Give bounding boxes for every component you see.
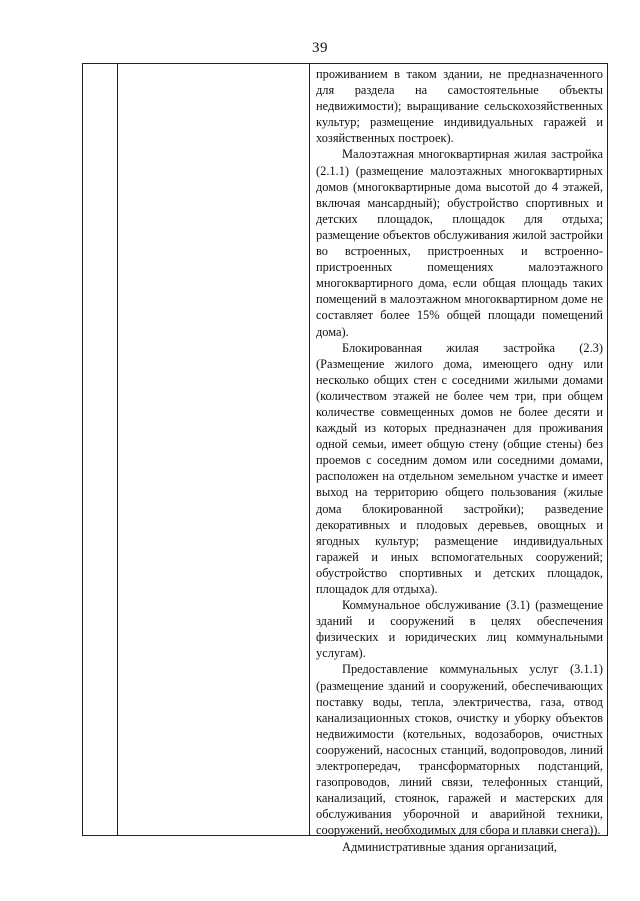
- paragraph-provision-utility-services: Предоставление коммунальных услуг (3.1.1) (размещение зданий и сооружений, обеспечивающих поставку воды, тепла, электричества, газа, отвод канализационных стоков, очистку и уборку объектов недвижимости (котельных, водозаборов, очистных сооружений, насосных станций, водопроводов, линий электропередач, трансформаторных подстанций, газопроводов, линий связи, телефонных станций, канализаций, стоянок, гаражей и мастерских для обслуживания уборочной и аварийной техники, сооружений, необходимых для сбора и плавки снега)).: [316, 662, 603, 838]
- paragraph-continuation: проживанием в таком здании, не предназначенного для раздела на самостоятельные объекты недвижимости); выращивание сельскохозяйственных культур; размещение индивидуальных гаражей и хозяйственных построек).: [316, 67, 603, 146]
- zoning-table: [82, 63, 608, 854]
- permitted-uses-cell: [316, 66, 603, 855]
- table-column-divider: [309, 64, 310, 835]
- page-number: 39: [312, 40, 328, 56]
- table-column-divider: [117, 64, 118, 835]
- paragraph-administrative-buildings: Административные здания организаций,: [342, 839, 558, 854]
- paragraph-low-rise-apartments: Малоэтажная многоквартирная жилая застройка (2.1.1) (размещение малоэтажных многоквартирных домов (многоквартирные дома высотой до 4 этажей, включая мансардный); обустройство спортивных и детских площадок, площадок для отдыха; размещение объектов обслуживания жилой застройки во встроенных, пристроенных и встроенно-пристроенных помещениях малоэтажного многоквартирного дома, если общая площадь таких помещений в малоэтажном многоквартирном доме не составляет более 15% общей площади помещений дома).: [316, 147, 603, 339]
- paragraph-utility-services: Коммунальное обслуживание (3.1) (размещение зданий и сооружений в целях обеспечения физических и юридических лиц коммунальными услугам).: [316, 598, 603, 661]
- paragraph-blocked-housing: Блокированная жилая застройка (2.3) (Размещение жилого дома, имеющего одну или несколько общих стен с соседними жилыми домами (количеством этажей не более чем три, при общем количестве совмещенных домов не более десяти и каждый из которых предназначен для проживания одной семьи, имеет общую стену (общие стены) без проемов с соседним домом или соседними домами, расположен на отдельном земельном участке и имеет выход на территорию общего пользования (жилые дома блокированной застройки); разведение декоративных и плодовых деревьев, овощных и ягодных культур; размещение индивидуальных гаражей и иных вспомогательных сооружений; обустройство спортивных и детских площадок, площадок для отдыха).: [316, 340, 603, 596]
